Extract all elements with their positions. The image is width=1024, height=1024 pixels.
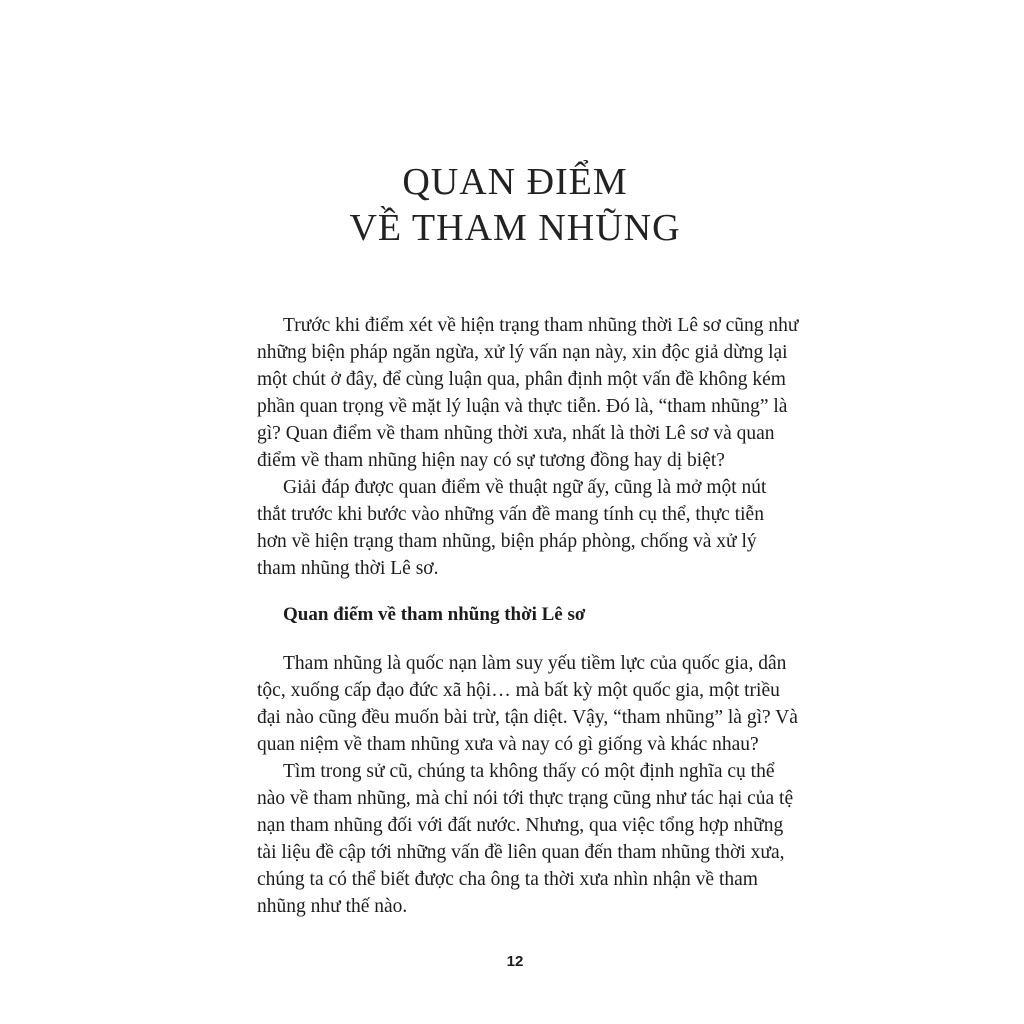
text-line: gì? Quan điểm về tham nhũng thời xưa, nhất là thời Lê sơ và quan [257, 423, 775, 444]
text-line: Trước khi điểm xét về hiện trạng tham nhũng thời Lê sơ cũng như [283, 315, 799, 336]
paragraph-4 [257, 758, 794, 920]
text-line: Tìm trong sử cũ, chúng ta không thấy có một định nghĩa cụ thể [283, 761, 775, 782]
paragraph-2 [257, 474, 767, 582]
chapter-title-line-1: QUAN ĐIỂM [402, 161, 628, 203]
section-heading: Quan điểm về tham nhũng thời Lê sơ [283, 604, 586, 625]
text-line: những biện pháp ngăn ngừa, xử lý vấn nạn này, xin độc giả dừng lại [257, 342, 788, 363]
text-line: Tham nhũng là quốc nạn làm suy yếu tiềm lực của quốc gia, dân [283, 653, 787, 674]
text-line: một chút ở đây, để cùng luận qua, phân định một vấn đề không kém [257, 369, 786, 390]
paragraph-3 [257, 650, 798, 758]
chapter-title-line-2: VỀ THAM NHŨNG [349, 207, 681, 249]
text-line: phần quan trọng về mặt lý luận và thực tiễn. Đó là, “tham nhũng” là [257, 396, 788, 417]
text-line: hơn về hiện trạng tham nhũng, biện pháp phòng, chống và xử lý [257, 531, 757, 552]
text-line: tộc, xuống cấp đạo đức xã hội… mà bất kỳ một quốc gia, một triều [257, 680, 780, 701]
text-line: nhũng như thế nào. [257, 896, 408, 917]
text-line: tài liệu đề cập tới những vấn đề liên quan đến tham nhũng thời xưa, [257, 842, 785, 863]
text-line: điểm về tham nhũng hiện nay có sự tương đồng hay dị biệt? [257, 450, 725, 471]
text-line: Giải đáp được quan điểm về thuật ngữ ấy, cũng là mở một nút [283, 477, 767, 498]
text-line: nào về tham nhũng, mà chỉ nói tới thực trạng cũng như tác hại của tệ [257, 788, 794, 809]
text-line: chúng ta có thể biết được cha ông ta thời xưa nhìn nhận về tham [257, 869, 758, 890]
text-line: thắt trước khi bước vào những vấn đề mang tính cụ thể, thực tiễn [257, 504, 764, 525]
page-number: 12 [506, 953, 524, 970]
text-line: quan niệm về tham nhũng xưa và nay có gì giống và khác nhau? [257, 734, 759, 755]
text-line: đại nào cũng đều muốn bài trừ, tận diệt. Vậy, “tham nhũng” là gì? Và [257, 707, 798, 728]
text-line: nạn tham nhũng đối với đất nước. Nhưng, qua việc tổng hợp những [257, 815, 784, 836]
text-line: tham nhũng thời Lê sơ. [257, 558, 439, 579]
paragraph-1 [257, 312, 799, 474]
